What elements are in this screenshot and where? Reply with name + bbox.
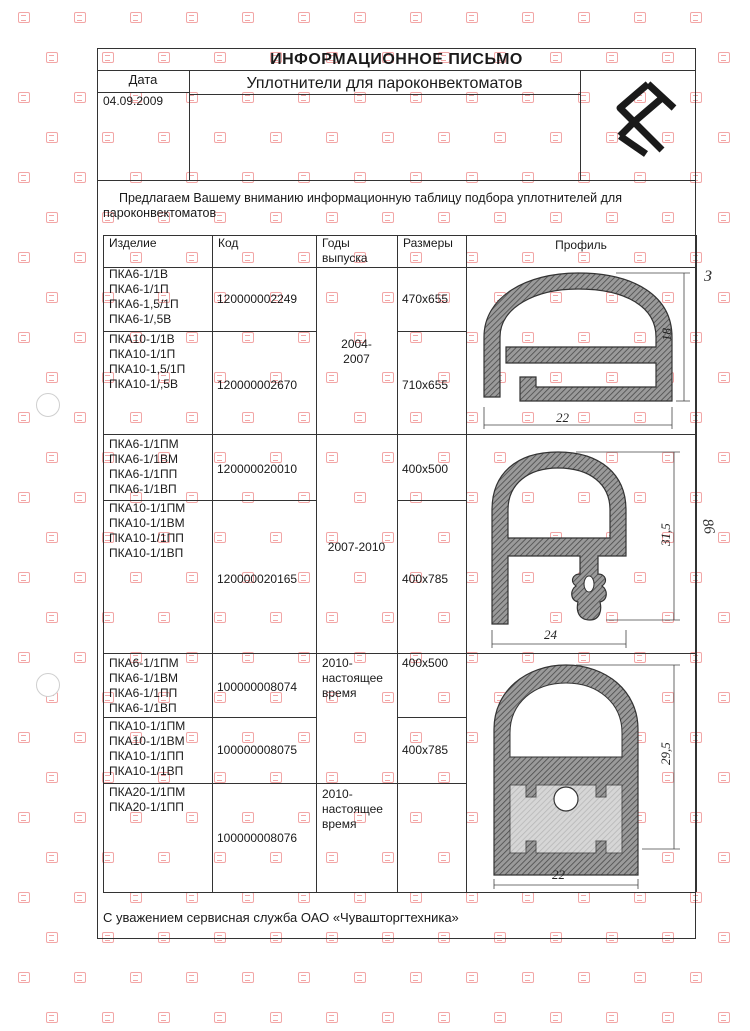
table-row-size: 710x655: [402, 378, 449, 392]
watermark-icon: [382, 1012, 394, 1023]
watermark-icon: [18, 332, 30, 343]
date-label: Дата: [128, 72, 158, 87]
watermark-icon: [130, 12, 142, 23]
table-row-items: ПКА6-1/1ПМ ПКА6-1/1ВМ ПКА6-1/1ПП ПКА6-1/1ВП: [109, 437, 179, 496]
watermark-icon: [718, 52, 730, 63]
punch-hole: [36, 673, 60, 697]
margin-note: З: [704, 268, 712, 285]
date-value: 04.09.2009: [103, 94, 164, 108]
table-row-code: 120000020165: [217, 572, 298, 586]
table-row-items: ПКА20-1/1ПМ ПКА20-1/1ПП: [109, 785, 186, 814]
watermark-icon: [718, 1012, 730, 1023]
watermark-icon: [634, 12, 646, 23]
profile-width-label: 22: [552, 867, 565, 882]
watermark-icon: [74, 972, 86, 983]
watermark-icon: [18, 172, 30, 183]
watermark-icon: [46, 212, 58, 223]
watermark-icon: [718, 772, 730, 783]
header-profile: Профиль: [555, 238, 607, 252]
watermark-icon: [46, 372, 58, 383]
profile-height-label: 18: [659, 328, 674, 341]
company-logo-icon: [604, 78, 690, 158]
watermark-icon: [74, 172, 86, 183]
watermark-icon: [522, 972, 534, 983]
watermark-icon: [634, 972, 646, 983]
watermark-icon: [18, 92, 30, 103]
watermark-icon: [74, 732, 86, 743]
watermark-icon: [494, 1012, 506, 1023]
watermark-icon: [18, 252, 30, 263]
profile-width-label: 24: [544, 627, 557, 642]
table-row-size: 400x500: [402, 462, 449, 476]
group-years: 2004- 2007: [341, 337, 372, 366]
watermark-icon: [46, 292, 58, 303]
header-years: Годы выпуска: [322, 236, 368, 265]
watermark-icon: [18, 412, 30, 423]
watermark-icon: [46, 932, 58, 943]
watermark-icon: [718, 132, 730, 143]
table-row-items: ПКА10-1/1ПМ ПКА10-1/1ВМ ПКА10-1/1ПП ПКА10-1/1ВП: [109, 501, 186, 560]
intro-text: Предлагаем Вашему вниманию информационную таблицу подбора уплотнителей для пароконвектоматов: [103, 191, 622, 220]
watermark-icon: [522, 12, 534, 23]
watermark-icon: [606, 1012, 618, 1023]
watermark-icon: [46, 612, 58, 623]
watermark-icon: [578, 972, 590, 983]
table-row-years: 2010- настоящее время: [322, 787, 383, 831]
table-row-code: 100000008076: [217, 831, 298, 845]
watermark-icon: [74, 652, 86, 663]
table-row-items: ПКА6-1/1В ПКА6-1/1П ПКА6-1,5/1П ПКА6-1/,5В: [109, 267, 179, 326]
watermark-icon: [46, 132, 58, 143]
watermark-icon: [242, 12, 254, 23]
watermark-icon: [690, 972, 702, 983]
table-row-years: 2010- настоящее время: [322, 656, 383, 700]
watermark-icon: [550, 1012, 562, 1023]
watermark-icon: [690, 12, 702, 23]
table-row-size: 400x785: [402, 572, 449, 586]
watermark-icon: [298, 972, 310, 983]
watermark-icon: [466, 12, 478, 23]
table-row-size: 400x785: [402, 743, 449, 757]
watermark-icon: [718, 692, 730, 703]
watermark-icon: [718, 612, 730, 623]
profile-height-label: 29,5: [658, 742, 673, 765]
watermark-icon: [270, 1012, 282, 1023]
watermark-icon: [74, 492, 86, 503]
watermark-icon: [410, 12, 422, 23]
profile-width-label: 22: [556, 410, 569, 425]
watermark-icon: [18, 892, 30, 903]
table-row-code: 120000002249: [217, 292, 298, 306]
watermark-icon: [18, 812, 30, 823]
watermark-icon: [130, 972, 142, 983]
table-row-code: 100000008075: [217, 743, 298, 757]
table-row-size: 470x655: [402, 292, 449, 306]
header-item: Изделие: [109, 236, 157, 250]
watermark-icon: [354, 12, 366, 23]
watermark-icon: [662, 1012, 674, 1023]
watermark-icon: [18, 732, 30, 743]
group-years: 2007-2010: [327, 540, 386, 554]
watermark-icon: [74, 572, 86, 583]
seal-profile-drawing: [466, 653, 696, 892]
watermark-icon: [214, 1012, 226, 1023]
watermark-icon: [158, 1012, 170, 1023]
watermark-icon: [18, 972, 30, 983]
watermark-icon: [74, 812, 86, 823]
watermark-icon: [718, 292, 730, 303]
watermark-icon: [186, 12, 198, 23]
watermark-icon: [46, 1012, 58, 1023]
watermark-icon: [18, 572, 30, 583]
watermark-icon: [438, 1012, 450, 1023]
punch-hole: [36, 393, 60, 417]
watermark-icon: [242, 972, 254, 983]
seal-profile-drawing: [466, 434, 696, 653]
watermark-icon: [46, 532, 58, 543]
watermark-icon: [74, 12, 86, 23]
watermark-icon: [466, 972, 478, 983]
watermark-icon: [578, 12, 590, 23]
watermark-icon: [74, 252, 86, 263]
watermark-icon: [46, 52, 58, 63]
watermark-icon: [46, 452, 58, 463]
header-code: Код: [218, 236, 239, 250]
table-row-code: 120000002670: [217, 378, 298, 392]
table-row-code: 120000020010: [217, 462, 298, 476]
document-title: ИНФОРМАЦИОННОЕ ПИСЬМО: [270, 51, 523, 68]
seal-profile-drawing: [466, 267, 696, 434]
watermark-icon: [718, 452, 730, 463]
watermark-icon: [74, 92, 86, 103]
table-row-code: 100000008074: [217, 680, 298, 694]
watermark-icon: [718, 532, 730, 543]
watermark-icon: [46, 852, 58, 863]
watermark-icon: [74, 412, 86, 423]
watermark-icon: [46, 772, 58, 783]
watermark-icon: [102, 1012, 114, 1023]
margin-note: 86: [698, 517, 718, 536]
table-row-items: ПКА6-1/1ПМ ПКА6-1/1ВМ ПКА6-1/1ПП ПКА6-1/1ВП: [109, 656, 179, 715]
watermark-icon: [718, 212, 730, 223]
watermark-icon: [18, 652, 30, 663]
profile-height-label: 31,5: [658, 523, 673, 546]
table-row-items: ПКА10-1/1В ПКА10-1/1П ПКА10-1,5/1П ПКА10-1/,5В: [109, 332, 186, 391]
watermark-icon: [74, 892, 86, 903]
watermark-icon: [326, 1012, 338, 1023]
watermark-icon: [18, 12, 30, 23]
watermark-icon: [718, 932, 730, 943]
header-sizes: Размеры: [403, 236, 453, 250]
watermark-icon: [354, 972, 366, 983]
table-row-size: 400x500: [402, 656, 449, 670]
table-row-items: ПКА10-1/1ПМ ПКА10-1/1ВМ ПКА10-1/1ПП ПКА10-1/1ВП: [109, 719, 186, 778]
watermark-icon: [718, 372, 730, 383]
watermark-icon: [298, 12, 310, 23]
watermark-icon: [74, 332, 86, 343]
subject-title: Уплотнители для пароконвектоматов: [246, 75, 523, 92]
watermark-icon: [718, 852, 730, 863]
watermark-icon: [18, 492, 30, 503]
signature-line: С уважением сервисная служба ОАО «Чувашторгтехника»: [103, 910, 459, 925]
watermark-icon: [410, 972, 422, 983]
watermark-icon: [186, 972, 198, 983]
